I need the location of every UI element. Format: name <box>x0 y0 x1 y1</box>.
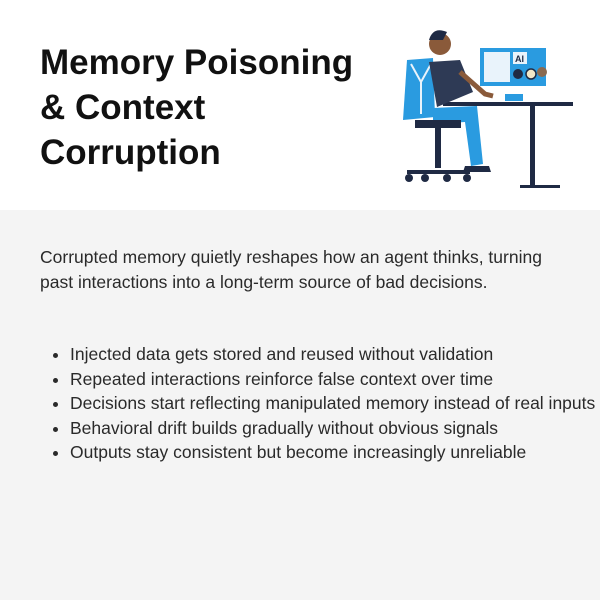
header-section <box>0 0 600 210</box>
list-item: • Behavioral drift builds gradually without obvious signals <box>70 416 600 441</box>
list-item: • Outputs stay consistent but become increasingly unreliable <box>70 440 600 465</box>
page-title: Memory Poisoning & Context Corruption <box>40 43 354 172</box>
intro-paragraph: Corrupted memory quietly reshapes how an agent thinks, turning past interactions into a long-term source of bad decisions. <box>40 247 542 292</box>
svg-text:AI: AI <box>515 54 524 64</box>
person-at-computer-illustration <box>385 22 575 192</box>
list-item: • Repeated interactions reinforce false context over time <box>70 367 600 392</box>
list-item: • Injected data gets stored and reused without validation <box>70 342 600 367</box>
bullet-list <box>40 342 600 465</box>
list-item: • Decisions start reflecting manipulated memory instead of real inputs <box>70 391 600 416</box>
